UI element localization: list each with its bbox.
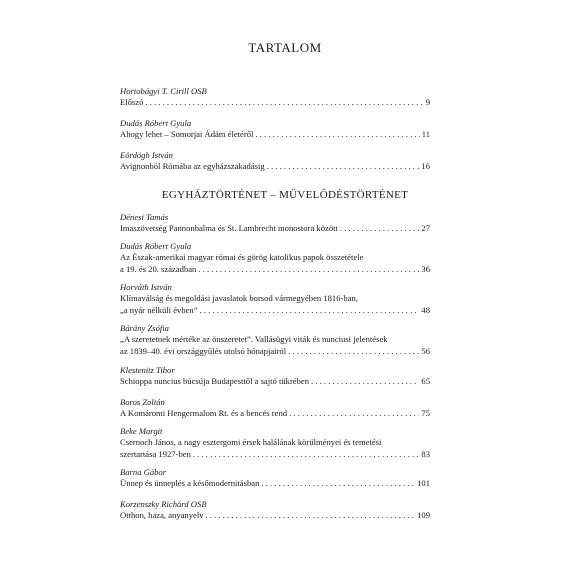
entry-author: Korzenszky Richárd OSB: [120, 499, 207, 509]
entry-page-number: 109: [417, 510, 430, 520]
entry-title-text: szertartása 1927-ben: [120, 448, 191, 459]
entry-title-last-line: [120, 478, 430, 490]
entry-page-number: 36: [421, 263, 430, 274]
entry-title-text: Ünnep és ünneplés a későmodernitásban: [120, 478, 260, 488]
entry-title-text: Ahogy lehet – Somorjai Ádám életéről: [120, 129, 254, 139]
entry-title-last-line: [120, 376, 430, 388]
entry-author: Bárány Zsófia: [120, 323, 169, 333]
dot-leader: [200, 305, 420, 317]
dot-leader: [206, 510, 416, 522]
toc-entry: [120, 365, 430, 388]
entry-title-text: Imaszövetség Pannonhalma és St. Lambrecht monostora között: [120, 223, 338, 233]
entry-title-last-line: [120, 408, 430, 420]
entry-title-text: A Komáromi Hengermalom Rt. és a bencés rend: [120, 408, 288, 418]
entry-author: Eördögh István: [120, 150, 173, 160]
entry-page-number: 16: [421, 161, 430, 171]
toc-entry: [120, 150, 430, 173]
toc-entry: [120, 282, 430, 316]
entry-title-text: Schioppa nuncius búcsúja Budapesttől a sajtó tükrében: [120, 376, 310, 386]
entry-page-number: 65: [421, 376, 430, 386]
entry-title-last-line: [120, 129, 430, 141]
dot-leader: [289, 408, 419, 420]
dot-leader: [193, 449, 420, 461]
entry-title-text: „a nyár nélküli évben”: [120, 304, 198, 315]
dot-leader: [267, 161, 420, 173]
toc-entry: [120, 241, 430, 275]
entry-author: Klestenitz Tibor: [120, 365, 175, 375]
toc-entry: [120, 467, 430, 490]
entry-page-number: 83: [421, 448, 430, 459]
toc-entry: [120, 397, 430, 420]
toc-entry: [120, 212, 430, 235]
dot-leader: [340, 223, 420, 235]
dot-leader: [261, 478, 415, 490]
page-title: TARTALOM: [248, 40, 322, 55]
entry-author: Dénesi Tamás: [120, 212, 169, 222]
entry-title-last-line: [120, 305, 430, 317]
entry-page-number: 27: [421, 223, 430, 233]
entry-title-last-line: [120, 97, 430, 109]
entry-author: Barna Gábor: [120, 467, 167, 477]
entry-page-number: 48: [421, 304, 430, 315]
dot-leader: [145, 97, 423, 109]
toc-entry: [120, 118, 430, 141]
entry-title-last-line: [120, 264, 430, 276]
entry-title-last-line: [120, 510, 430, 522]
entry-page-number: 75: [421, 408, 430, 418]
entry-page-number: 9: [425, 97, 430, 107]
entry-author: Horváth István: [120, 282, 172, 292]
entry-author: Hortobágyi T. Cirill OSB: [120, 86, 207, 96]
entry-author: Dudás Róbert Gyula: [120, 241, 192, 251]
toc-entry: [120, 86, 430, 109]
entry-page-number: 11: [421, 129, 430, 139]
entry-title-last-line: [120, 346, 430, 358]
dot-leader: [288, 346, 419, 358]
dot-leader: [311, 376, 419, 388]
entry-title-last-line: [120, 161, 430, 173]
entry-title-last-line: [120, 223, 430, 235]
toc-entry: [120, 426, 430, 460]
entry-author: Beke Margit: [120, 426, 163, 436]
entry-title-text: Otthon, haza, anyanyelv: [120, 510, 204, 520]
section-heading: EGYHÁZTÖRTÉNET – MŰVELŐDÉSTÖRTÉNET: [161, 189, 409, 201]
entry-title-line: Csernoch János, a nagy esztergomi érsek halálának körülményei és temetési: [120, 437, 382, 447]
entry-title-line: Az Észak-amerikai magyar római és görög katolikus papok összetétele: [120, 252, 364, 262]
entry-title-last-line: [120, 449, 430, 461]
toc-entry: [120, 323, 430, 357]
toc-entry: [120, 499, 430, 522]
entry-title-text: a 19. és 20. században: [120, 263, 197, 274]
entry-title-text: Előszó: [120, 97, 144, 107]
dot-leader: [255, 129, 419, 141]
entry-title-text: az 1839–40. évi országgyűlés utolsó hónapjairól: [120, 345, 287, 356]
entry-page-number: 101: [417, 478, 430, 488]
entry-author: Boros Zoltán: [120, 397, 165, 407]
entry-author: Dudás Róbert Gyula: [120, 118, 192, 128]
entry-title-text: Avignonból Rómába az egyházszakadásig: [120, 161, 265, 171]
entry-title-line: „A szeretetnek mértéke az önszeretet”. Vallásügyi viták és nunciusi jelentések: [120, 334, 388, 344]
dot-leader: [198, 264, 419, 276]
entry-title-line: Klímaválság és megoldási javaslatok borsod vármegyében 1816-ban,: [120, 293, 358, 303]
entry-page-number: 56: [421, 345, 430, 356]
